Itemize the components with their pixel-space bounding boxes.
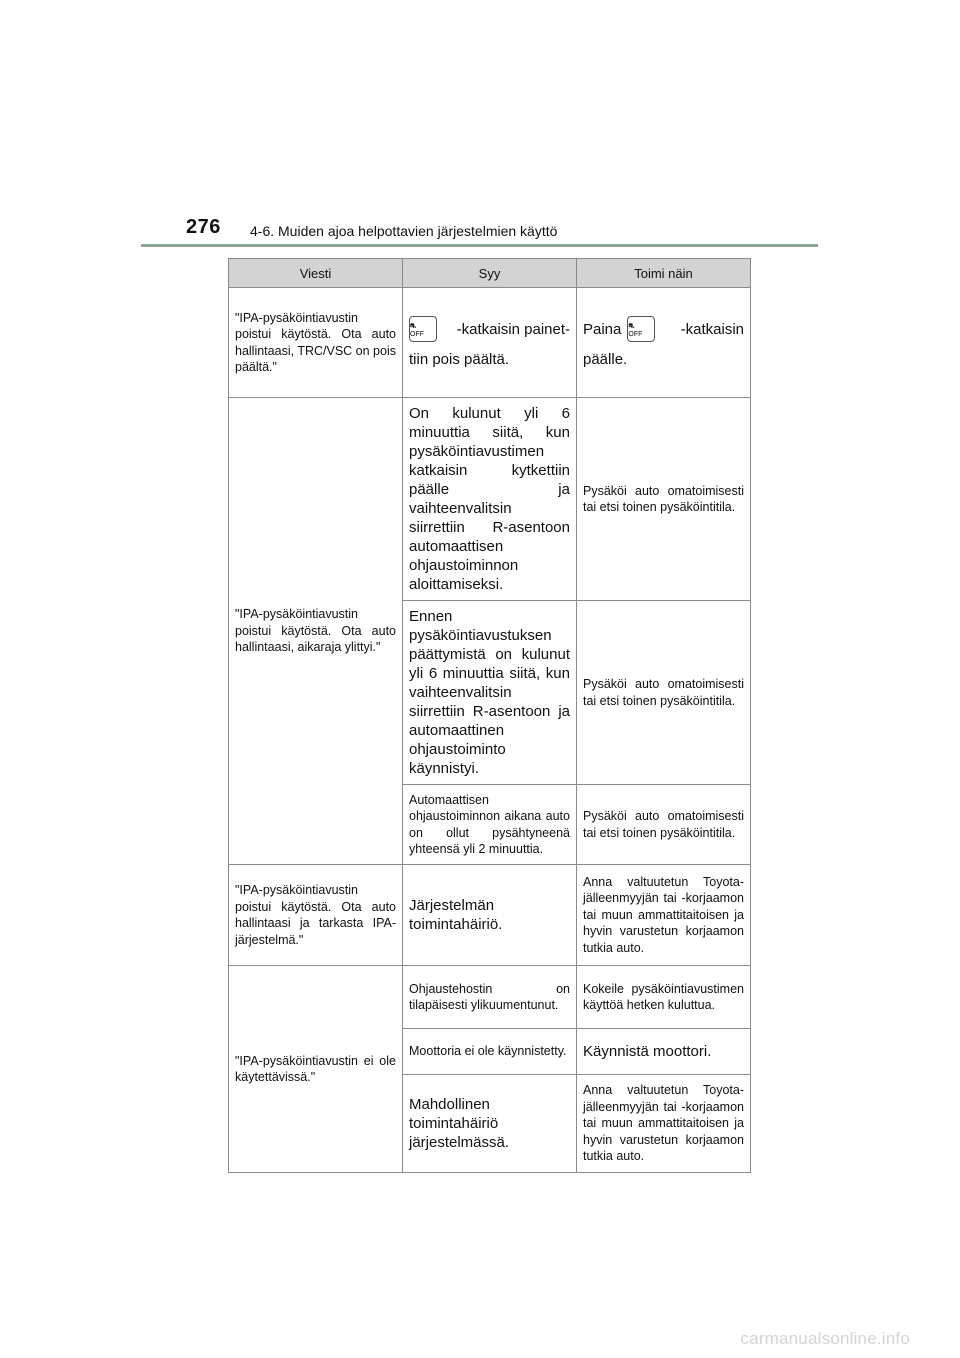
table-row [229, 398, 751, 601]
message-cell: "IPA-pysäköintiavustin poistui käytöstä. Ota auto hallintaasi, aikaraja ylittyi." [229, 398, 403, 865]
table-row [229, 288, 751, 398]
column-header-message: Viesti [229, 259, 403, 288]
section-title: 4-6. Muiden ajoa helpottavien järjestelmien käyttö [250, 223, 558, 239]
message-cell: "IPA-pysäköintiavustin poistui käytöstä. Ota auto hallintaasi, TRC/VSC on pois päältä." [229, 288, 403, 398]
cause-cell: Moottoria ei ole käynnistetty. [403, 1029, 577, 1075]
action-text-after: -katkaisin [680, 320, 744, 338]
table-header-row [229, 259, 751, 288]
action-text-before: Paina [583, 320, 622, 338]
action-cell: Pysäköi auto omatoimisesti tai etsi toinen pysäköintitila. [577, 398, 751, 601]
action-cell: Kokeile pysäköintiavustimen käyttöä hetken kuluttua. [577, 966, 751, 1029]
column-header-cause: Syy [403, 259, 577, 288]
cause-text-rest: tiin pois päältä. [409, 351, 510, 368]
action-cell [577, 288, 751, 398]
icon-off-label: OFF [410, 331, 424, 338]
cause-cell: Järjestelmän toimintahäiriö. [403, 865, 577, 966]
action-cell: Anna valtuutetun Toyota-jälleenmyyjän tai -korjaamon tai muun ammattitaitoisen ja hyvin varustetun korjaamon tutkia auto. [577, 865, 751, 966]
action-text-rest: päälle. [583, 351, 628, 368]
action-cell: Anna valtuutetun Toyota-jälleenmyyjän tai -korjaamon tai muun ammattitaitoisen ja hyvin varustetun korjaamon tutkia auto. [577, 1075, 751, 1173]
action-cell: Pysäköi auto omatoimisesti tai etsi toinen pysäköintitila. [577, 601, 751, 785]
action-cell: Pysäköi auto omatoimisesti tai etsi toinen pysäköintitila. [577, 785, 751, 865]
trc-off-switch-icon: ⛐ OFF [627, 316, 655, 342]
cause-key-line [409, 316, 570, 342]
cause-cell [403, 288, 577, 398]
cause-cell: Automaattisen ohjaustoiminnon aikana auto on ollut pysähtyneenä yhteensä yli 2 minuuttia. [403, 785, 577, 865]
message-cell: "IPA-pysäköintiavustin ei ole käytettävissä." [229, 966, 403, 1173]
cause-cell: On kulunut yli 6 minuuttia siitä, kun pysäköintiavustimen katkaisin kytkettiin päälle ja vaihteenvalitsin siirrettiin R-asentoon automaattisen ohjaustoiminnon aloittamiseksi. [403, 398, 577, 601]
cause-text-first: -katkaisin painet- [456, 320, 570, 338]
watermark: carmanualsonline.info [740, 1329, 910, 1348]
table-row [229, 966, 751, 1029]
action-key-line [583, 316, 744, 342]
message-table [228, 258, 751, 1173]
cause-cell: Ennen pysäköintiavustuksen päättymistä on kulunut yli 6 minuuttia siitä, kun vaihteenvalitsin siirrettiin R-asentoon ja automaattinen ohjaustoiminto käynnistyi. [403, 601, 577, 785]
column-header-action: Toimi näin [577, 259, 751, 288]
action-cell: Käynnistä moottori. [577, 1029, 751, 1075]
trc-off-switch-icon: ⛐ OFF [409, 316, 437, 342]
cause-cell: Ohjaustehostin on tilapäisesti ylikuumentunut. [403, 966, 577, 1029]
message-cell: "IPA-pysäköintiavustin poistui käytöstä. Ota auto hallintaasi ja tarkasta IPA-järjestelmä." [229, 865, 403, 966]
table-row [229, 865, 751, 966]
header-divider [141, 244, 818, 247]
icon-off-label: OFF [628, 331, 643, 338]
page-number: 276 [186, 216, 221, 238]
cause-cell: Mahdollinen toimintahäiriö järjestelmässä. [403, 1075, 577, 1173]
